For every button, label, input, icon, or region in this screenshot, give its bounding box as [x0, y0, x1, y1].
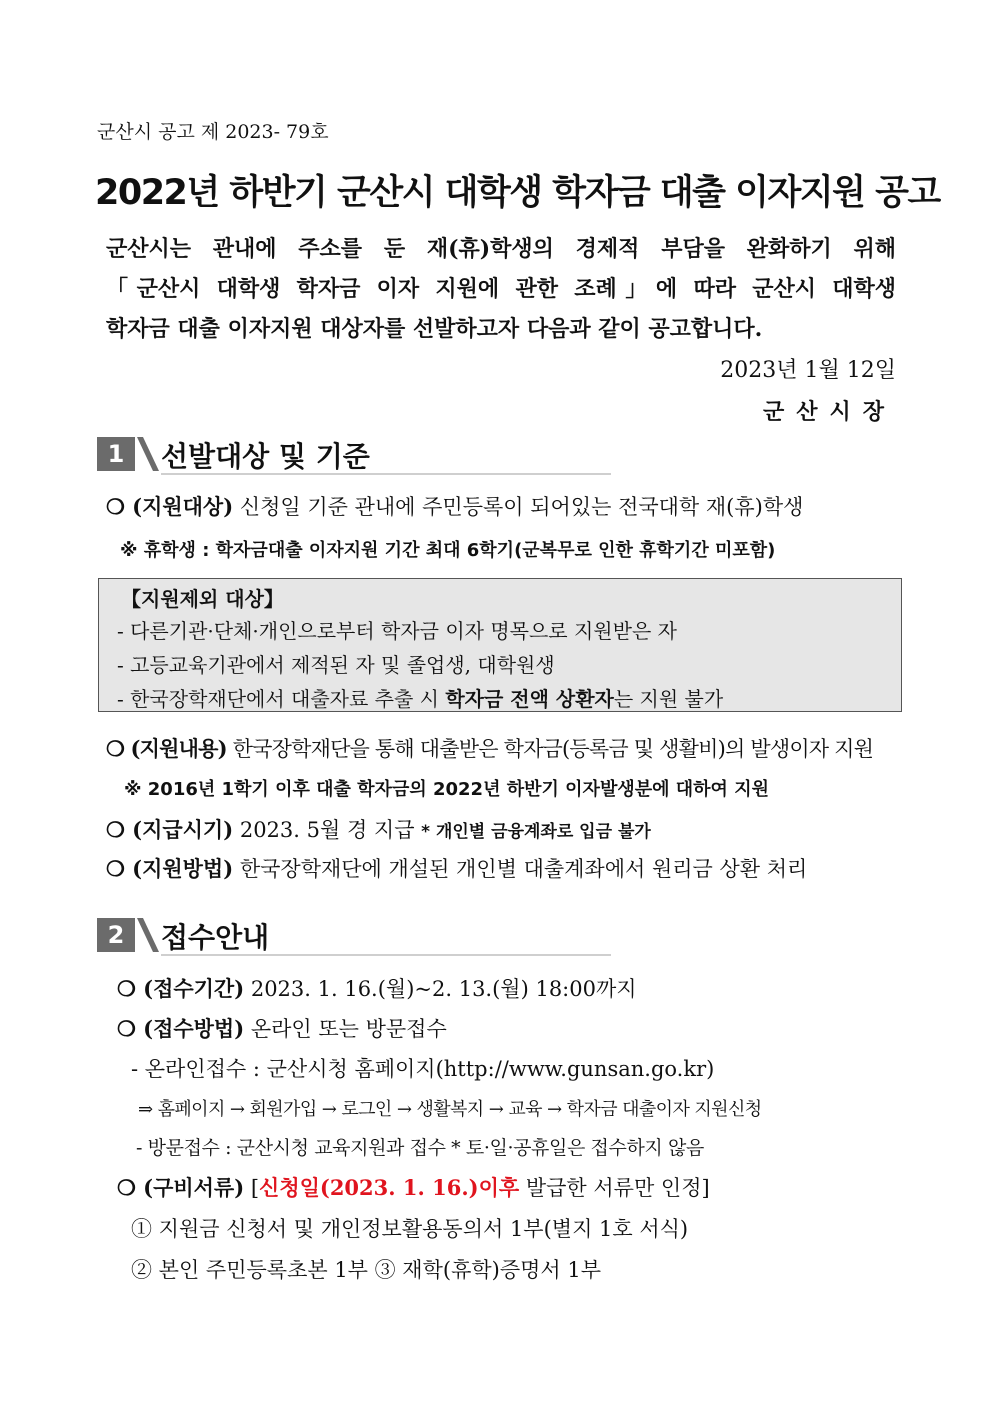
online-application-path: ⇒ 홈페이지 → 회원가입 → 로그인 → 생활복지 → 교육 → 학자금 대출이자 지원신청	[138, 1099, 762, 1120]
exclusion-heading: 【지원제외 대상】	[121, 587, 284, 611]
application-period	[117, 973, 637, 1003]
document-item-1: ① 지원금 신청서 및 개인정보활용동의서 1부(별지 1호 서식)	[131, 1217, 689, 1241]
issuer: 군산시장	[762, 399, 896, 425]
required-documents-bracket: [	[244, 1176, 260, 1200]
intro-line-1: 군산시는 관내에 주소를 둔 재(휴)학생의 경제적 부담을 완화하기 위해	[106, 236, 896, 262]
support-target-text: 신청일 기준 관내에 주민등록이 되어있는 전국대학 재(휴)학생	[233, 495, 804, 519]
payment-timing-note: * 개인별 금융계좌로 입금 불가	[421, 822, 651, 842]
exclusion-item-1: - 다른기관·단체·개인으로부터 학자금 이자 명목으로 지원받은 자	[117, 619, 677, 643]
visit-application: - 방문접수 : 군산시청 교육지원과 접수 * 토·일·공휴일은 접수하지 않음	[136, 1137, 704, 1159]
application-period-label: ❍ (접수기간)	[117, 976, 245, 1001]
section-slash-icon	[135, 918, 161, 952]
application-method-label: ❍ (접수방법)	[117, 1016, 245, 1041]
required-documents-date: 신청일(2023. 1. 16.)이후	[259, 1175, 520, 1200]
exclusion-item-3-post: 는 지원 불가	[613, 687, 724, 711]
section-rule	[161, 473, 611, 475]
section-1-header	[97, 437, 617, 471]
support-content-label: ❍ (지원내용)	[106, 736, 227, 761]
support-content-text: 한국장학재단을 통해 대출받은 학자금(등록금 및 생활비)의 발생이자 지원	[226, 737, 874, 761]
exclusion-item-2: - 고등교육기관에서 제적된 자 및 졸업생, 대학원생	[117, 653, 555, 677]
section-rule	[161, 954, 611, 956]
document-title: 2022년 하반기 군산시 대학생 학자금 대출 이자지원 공고	[95, 173, 940, 213]
section-number: 1	[97, 437, 135, 471]
exclusion-box	[98, 578, 902, 712]
section-2-header	[97, 918, 617, 952]
support-target	[106, 491, 803, 521]
leave-student-note: ※ 휴학생 : 학자금대출 이자지원 기간 최대 6학기(군복무로 인한 휴학기간 미포함)	[120, 540, 776, 561]
application-method	[117, 1013, 447, 1043]
intro-line-3: 학자금 대출 이자지원 대상자를 선발하고자 다음과 같이 공고합니다.	[106, 316, 763, 342]
required-documents-label: ❍ (구비서류)	[117, 1175, 245, 1200]
section-title: 선발대상 및 기준	[161, 440, 370, 473]
support-method-text: 한국장학재단에 개설된 개인별 대출계좌에서 원리금 상환 처리	[233, 857, 808, 881]
notice-number: 군산시 공고 제 2023- 79호	[97, 121, 329, 143]
application-period-text: 2023. 1. 16.(월)~2. 13.(월) 18:00까지	[244, 977, 637, 1001]
payment-timing-text: 2023. 5월 경 지급	[233, 818, 422, 842]
section-number: 2	[97, 918, 135, 952]
required-documents-rest: 발급한 서류만 인정]	[519, 1176, 710, 1200]
document-item-2: ② 본인 주민등록초본 1부 ③ 재학(휴학)증명서 1부	[131, 1258, 602, 1282]
notice-date: 2023년 1월 12일	[720, 358, 896, 383]
section-slash-icon	[135, 437, 161, 471]
support-content-note: ※ 2016년 1학기 이후 대출 학자금의 2022년 하반기 이자발생분에 대하여 지원	[124, 779, 769, 800]
support-method	[106, 853, 807, 883]
support-content	[106, 733, 873, 763]
support-method-label: ❍ (지원방법)	[106, 856, 234, 881]
intro-line-2: 「군산시 대학생 학자금 이자 지원에 관한 조례」에 따라 군산시 대학생	[106, 276, 896, 302]
application-method-text: 온라인 또는 방문접수	[244, 1017, 447, 1041]
support-target-label: ❍ (지원대상)	[106, 494, 234, 519]
exclusion-item-3	[117, 683, 723, 712]
required-documents	[117, 1172, 710, 1202]
payment-timing	[106, 814, 651, 844]
online-application: - 온라인접수 : 군산시청 홈페이지(http://www.gunsan.go.kr)	[131, 1057, 715, 1081]
exclusion-item-3-pre: - 한국장학재단에서 대출자료 추출 시	[117, 687, 446, 711]
exclusion-item-3-bold: 학자금 전액 상환자	[445, 687, 614, 711]
payment-timing-label: ❍ (지급시기)	[106, 817, 234, 842]
section-title: 접수안내	[161, 921, 270, 954]
